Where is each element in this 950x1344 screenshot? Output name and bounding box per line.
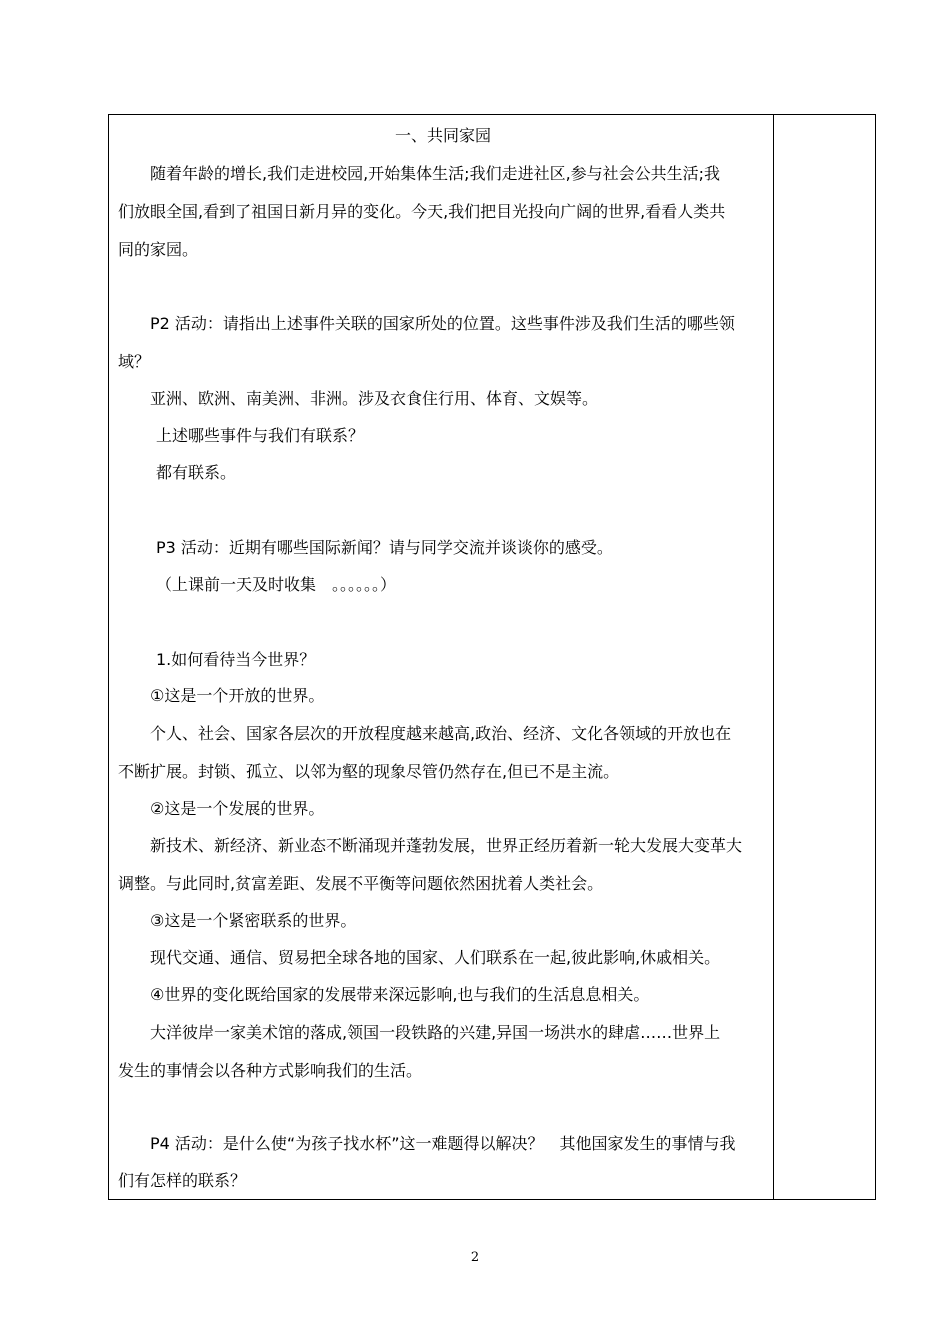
developing-world-text-1: 新技术、新经济、新业态不断涌现并蓬勃发展，世界正经历着新一轮大发展大变革大 [150, 836, 743, 855]
p4-activity-line-1: P4 活动：是什么使“为孩子找水杯”这一难题得以解决？ 其他国家发生的事情与我 [150, 1134, 736, 1153]
developing-world-text-2: 调整。与此同时,贫富差距、发展不平衡等问题依然困扰着人类社会。 [118, 874, 604, 893]
intro-line-2: 们放眼全国,看到了祖国日新月异的变化。今天,我们把目光投向广阔的世界,看看人类共 [118, 202, 726, 221]
connected-world-text: 现代交通、通信、贸易把全球各地的国家、人们联系在一起,彼此影响,休戚相关。 [150, 948, 721, 967]
open-world-title: ①这是一个开放的世界。 [150, 686, 325, 705]
point1-heading: 1.如何看待当今世界？ [156, 650, 316, 669]
p2-activity-line-1: P2 活动：请指出上述事件关联的国家所处的位置。这些事件涉及我们生活的哪些领 [150, 314, 735, 333]
p4-activity-line-2: 们有怎样的联系？ [118, 1171, 247, 1190]
intro-line-3: 同的家园。 [118, 240, 199, 259]
p3-activity-question: P3 活动：近期有哪些国际新闻？请与同学交流并谈谈你的感受。 [156, 538, 613, 557]
world-change-text-1: 大洋彼岸一家美术馆的落成,领国一段铁路的兴建,异国一场洪水的肆虐……世界上 [150, 1023, 721, 1042]
column-divider [773, 114, 774, 1200]
intro-line-1: 随着年龄的增长,我们走进校园,开始集体生活;我们走进社区,参与社会公共生活;我 [150, 164, 721, 183]
open-world-text-2: 不断扩展。封锁、孤立、以邻为壑的现象尽管仍然存在,但已不是主流。 [118, 762, 620, 781]
p2-question-2: 上述哪些事件与我们有联系？ [156, 426, 365, 445]
connected-world-title: ③这是一个紧密联系的世界。 [150, 911, 357, 930]
world-change-title: ④世界的变化既给国家的发展带来深远影响,也与我们的生活息息相关。 [150, 985, 650, 1004]
developing-world-title: ②这是一个发展的世界。 [150, 799, 325, 818]
world-change-text-2: 发生的事情会以各种方式影响我们的生活。 [118, 1061, 423, 1080]
page-number: 2 [470, 1250, 480, 1265]
p2-activity-line-2: 域？ [118, 352, 151, 371]
p2-answer-2: 都有联系。 [156, 463, 237, 482]
open-world-text-1: 个人、社会、国家各层次的开放程度越来越高,政治、经济、文化各领域的开放也在 [150, 724, 732, 743]
section-title: 一、共同家园 [394, 126, 491, 145]
p3-activity-note: （上课前一天及时收集 。。。。。。） [156, 575, 397, 594]
p2-answer-1: 亚洲、欧洲、南美洲、非洲。涉及衣食住行用、体育、文娱等。 [150, 389, 599, 408]
